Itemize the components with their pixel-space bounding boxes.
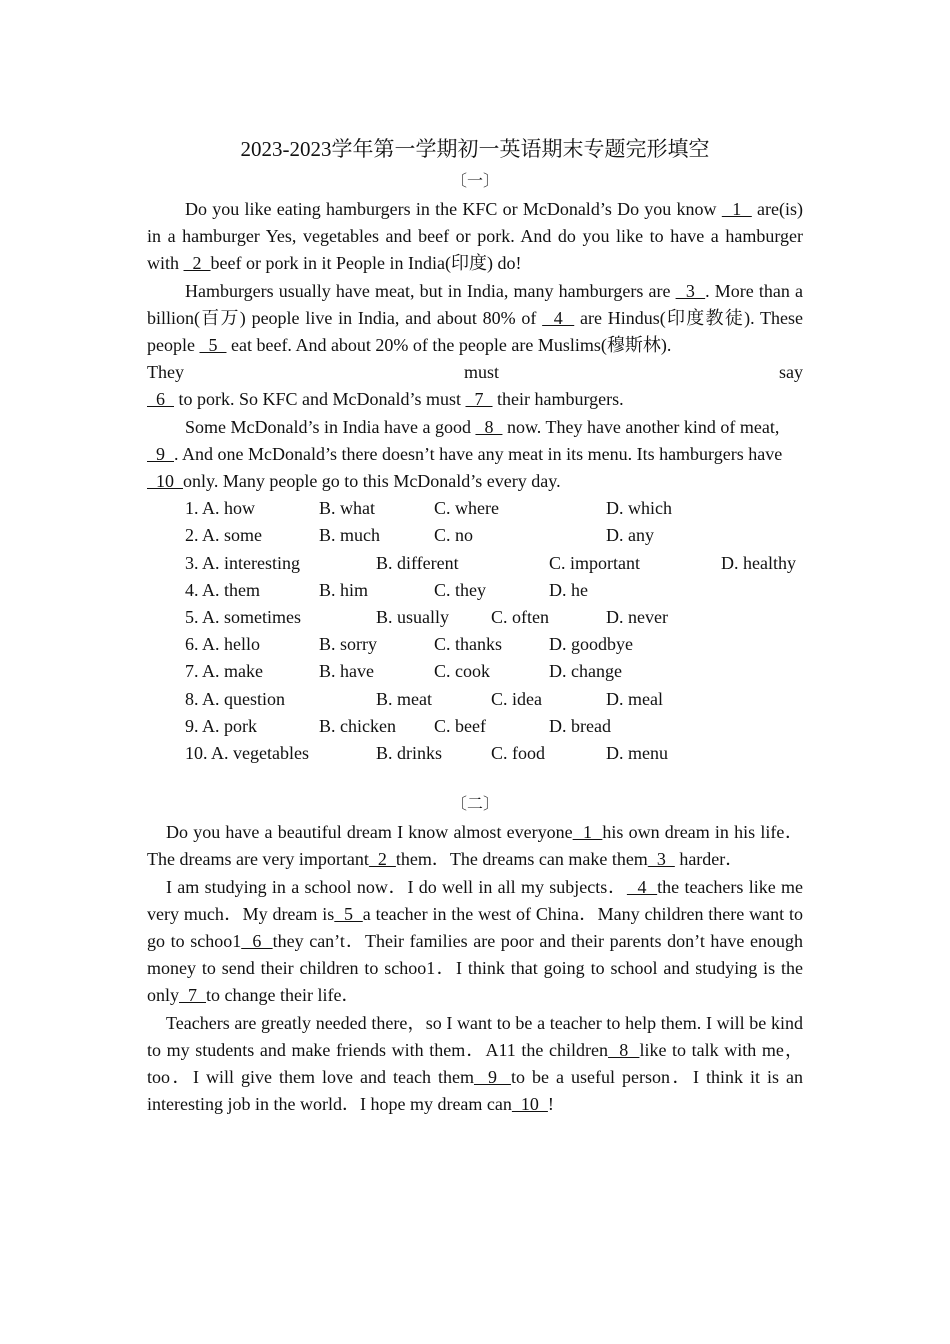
option-row-1 <box>147 495 803 522</box>
answer-options <box>147 495 803 767</box>
blank-2: 2 <box>368 849 396 870</box>
blank-10: 10 <box>511 1094 548 1115</box>
text: like to talk with me，too．I will give them love and teach them <box>147 1039 803 1087</box>
text: Some McDonald’s in India have a good <box>185 416 476 437</box>
option-row-5 <box>147 604 803 631</box>
text: are(is) in a hamburger Yes, vegetables and beef or pork. And do you like to have a hamburger with <box>147 199 804 274</box>
option-10-B: B. drinks <box>376 742 443 763</box>
option-9-B: B. chicken <box>319 715 396 736</box>
option-7-B: B. have <box>319 661 374 682</box>
blank-8: 8 <box>475 416 503 437</box>
option-3-B: B. different <box>376 552 459 573</box>
option-9-D: D. bread <box>549 715 611 736</box>
option-4-A: 4. A. them <box>185 579 260 600</box>
option-2-A: 2. A. some <box>185 525 263 546</box>
blank-6: 6 <box>147 389 174 410</box>
text: only. Many people go to this McDonald’s every day. <box>183 471 561 492</box>
option-2-D: D. any <box>606 525 654 546</box>
passage-1-paragraph-1 <box>147 196 803 278</box>
option-5-B: B. usually <box>376 606 450 627</box>
text: they can’t．Their families are poor and their parents don’t have enough money to send their children to schoo1．I think that going to school and studying is the only <box>147 930 803 1006</box>
option-3-C: C. important <box>549 552 640 573</box>
passage-1-paragraph-2-end <box>147 386 803 413</box>
word: say <box>779 362 803 383</box>
option-row-3 <box>147 550 803 577</box>
blank-9: 9 <box>473 1066 511 1087</box>
blank-1: 1 <box>572 822 603 843</box>
text: . More than a billion(百万) people live in India, and about 80% of <box>147 280 804 328</box>
blank-5: 5 <box>334 903 363 924</box>
option-6-B: B. sorry <box>319 634 377 655</box>
option-6-A: 6. A. hello <box>185 634 260 655</box>
text: Do you have a beautiful dream I know almost everyone <box>166 822 573 843</box>
option-3-A: 3. A. interesting <box>185 552 300 573</box>
option-row-2 <box>147 522 803 549</box>
option-7-C: C. cook <box>434 661 490 682</box>
option-5-C: C. often <box>491 606 549 627</box>
blank-8: 8 <box>608 1039 640 1060</box>
section-1-marker: 〔一〕 <box>450 173 499 190</box>
text: now. They have another kind of meat, <box>502 416 780 437</box>
blank-1: 1 <box>721 199 752 219</box>
option-7-D: D. change <box>549 661 622 682</box>
text: Hamburgers usually have meat, but in India, many hamburgers are <box>185 280 676 301</box>
option-2-B: B. much <box>319 525 380 546</box>
option-4-C: C. they <box>434 579 486 600</box>
text: ! <box>547 1094 554 1115</box>
page-title: 2023-2023学年第一学期初一英语期末专题完形填空 <box>240 137 710 161</box>
blank-3: 3 <box>647 849 675 870</box>
option-row-8 <box>147 686 803 713</box>
option-1-A: 1. A. how <box>185 498 256 519</box>
passage-2-paragraph-1 <box>147 819 803 873</box>
justified-line <box>147 359 803 386</box>
option-1-C: C. where <box>434 498 499 519</box>
option-4-B: B. him <box>319 579 369 600</box>
text: to pork. So KFC and McDonald’s must <box>174 389 466 410</box>
passage-2-paragraph-3 <box>147 1010 803 1119</box>
text: are Hindus(印度教徒). These people <box>147 307 804 356</box>
option-1-D: D. which <box>606 498 672 519</box>
text: to be a useful person．I think it is an interesting job in the world．I hope my dream can <box>147 1066 804 1115</box>
option-9-A: 9. A. pork <box>185 715 257 736</box>
text: Teachers are greatly needed there，so I want to be a teacher to help them. I will be kind to my students and make friends with them．A11 the children <box>147 1012 803 1060</box>
blank-10: 10 <box>147 471 183 492</box>
option-7-A: 7. A. make <box>185 661 263 682</box>
blank-6: 6 <box>241 930 273 951</box>
blank-3: 3 <box>675 280 706 301</box>
blank-2: 2 <box>183 253 211 274</box>
option-1-B: B. what <box>319 498 375 519</box>
text: . And one McDonald’s there doesn’t have any meat in its menu. Its hamburgers have <box>174 443 783 464</box>
word: must <box>463 362 499 383</box>
option-6-C: C. thanks <box>434 634 503 655</box>
passage-2-paragraph-2 <box>147 874 803 1010</box>
text: their hamburgers. <box>492 389 624 410</box>
option-row-4 <box>147 577 803 604</box>
text: the teachers like me very much．My dream is <box>147 876 803 924</box>
text: Do you like eating hamburgers in the KFC or McDonald’s Do you know <box>185 199 722 219</box>
passage-1-paragraph-3-end <box>147 468 803 495</box>
blank-9: 9 <box>147 443 174 464</box>
passage-1-paragraph-3 <box>147 414 803 441</box>
blank-4: 4 <box>542 307 575 328</box>
text: beef or pork in it People in India(印度) do! <box>210 253 522 274</box>
text: to change their life． <box>206 985 360 1006</box>
option-row-10 <box>147 740 803 767</box>
text: harder． <box>674 849 744 870</box>
option-8-D: D. meal <box>606 688 663 709</box>
text: them．The dreams can make them <box>395 849 648 870</box>
passage-1-paragraph-2 <box>147 278 803 360</box>
text: I am studying in a school now．I do well in all my subjects． <box>166 876 627 897</box>
option-4-D: D. he <box>549 579 588 600</box>
option-row-9 <box>147 713 803 740</box>
blank-7: 7 <box>465 389 493 410</box>
option-9-C: C. beef <box>434 715 486 736</box>
option-8-C: C. idea <box>491 688 542 709</box>
option-10-D: D. menu <box>606 742 668 763</box>
option-10-A: 10. A. vegetables <box>185 742 309 763</box>
text: eat beef. And about 20% of the people are Muslims(穆斯林). <box>226 335 672 356</box>
blank-5: 5 <box>199 335 227 356</box>
text: a teacher in the west of China．Many children there want to go to schoo1 <box>147 903 803 951</box>
option-5-A: 5. A. sometimes <box>185 606 301 627</box>
document-content <box>147 134 803 1118</box>
option-row-7 <box>147 658 803 685</box>
option-3-D: D. healthy <box>721 552 796 573</box>
passage-1-paragraph-3-cont <box>147 441 803 468</box>
blank-4: 4 <box>626 876 658 897</box>
word: They <box>147 362 184 383</box>
blank-7: 7 <box>179 985 207 1006</box>
option-row-6 <box>147 631 803 658</box>
text: his own dream in his life．The dreams are very important <box>147 822 803 870</box>
option-5-D: D. never <box>606 606 668 627</box>
option-6-D: D. goodbye <box>549 634 633 655</box>
option-8-A: 8. A. question <box>185 688 286 709</box>
section-2-marker: 〔二〕 <box>450 796 499 814</box>
option-10-C: C. food <box>491 742 545 763</box>
option-2-C: C. no <box>434 525 474 546</box>
option-8-B: B. meat <box>376 688 432 709</box>
